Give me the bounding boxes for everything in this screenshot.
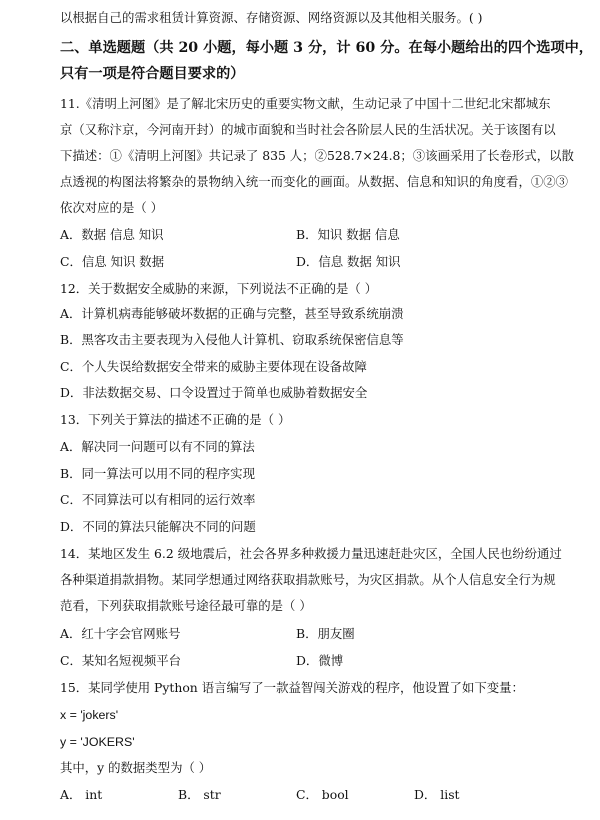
q11-option-c: C．信息 知识 数据: [60, 254, 165, 269]
q15-option-d: D． list: [414, 787, 460, 802]
q14-stem-line: 14．某地区发生 6.2 级地震后，社会各界多种救援力量迅速赶赴灾区，全国人民也纷纷通过: [60, 546, 562, 561]
q11-option-d: D．信息 数据 知识: [296, 254, 401, 269]
intro-line: 以根据自己的需求租赁计算资源、存储资源、网络资源以及其他相关服务。( ): [60, 10, 483, 25]
q15-option-a: A． int: [60, 787, 103, 802]
q12-option-c: C．个人失误给数据安全带来的威胁主要体现在设备故障: [60, 359, 367, 374]
q12-stem: 12．关于数据安全威胁的来源，下列说法不正确的是（ ）: [60, 281, 378, 296]
q11-stem-line: 依次对应的是（ ）: [60, 200, 164, 215]
q14-option-d: D．微博: [296, 653, 344, 668]
q13-stem: 13．下列关于算法的描述不正确的是（ ）: [60, 412, 291, 427]
q11-stem-line: 点透视的构图法将繁杂的景物纳入统一而变化的画面。从数据、信息和知识的角度看，①②③: [60, 174, 569, 189]
q11-option-b: B．知识 数据 信息: [296, 227, 400, 242]
q12-option-d: D．非法数据交易、口令设置过于简单也威胁着数据安全: [60, 385, 368, 400]
q14-option-b: B．朋友圈: [296, 626, 355, 641]
section-heading-line1: 二、单选题题（共 20 小题，每小题 3 分，计 60 分。在每小题给出的四个选项中，: [60, 40, 593, 56]
q11-stem-line: 京（又称汴京，今河南开封）的城市面貌和当时社会各阶层人民的生活状况。关于该图有以: [60, 122, 556, 137]
q15-question: 其中，y 的数据类型为（ ）: [60, 760, 212, 775]
q13-option-d: D．不同的算法只能解决不同的问题: [60, 519, 256, 534]
q12-option-b: B．黑客攻击主要表现为入侵他人计算机、窃取系统保密信息等: [60, 332, 404, 347]
q12-option-a: A．计算机病毒能够破坏数据的正确与完整，甚至导致系统崩溃: [60, 306, 404, 321]
q14-option-a: A．红十字会官网账号: [60, 626, 181, 641]
q14-stem-line: 范看，下列获取捐款账号途径最可靠的是（ ）: [60, 598, 312, 613]
section-heading-line2: 只有一项是符合题目要求的）: [60, 66, 245, 82]
q11-stem-line: 11.《清明上河图》是了解北宋历史的重要实物文献，生动记录了中国十二世纪北宋都城东: [60, 96, 551, 111]
q15-stem: 15．某同学使用 Python 语言编写了一款益智闯关游戏的程序，他设置了如下变量：: [60, 680, 524, 695]
q11-option-a: A．数据 信息 知识: [60, 227, 164, 242]
q13-option-b: B．同一算法可以用不同的程序实现: [60, 466, 255, 481]
q11-stem-line: 下描述：①《清明上河图》共记录了 835 人；②528.7×24.8；③该画采用了长卷形式，以散: [60, 148, 574, 163]
q15-option-c: C． bool: [296, 787, 349, 802]
q13-option-c: C．不同算法可以有相同的运行效率: [60, 492, 256, 507]
q14-option-c: C．某知名短视频平台: [60, 653, 181, 668]
q13-option-a: A．解决同一问题可以有不同的算法: [60, 439, 255, 454]
q15-option-b: B． str: [178, 787, 221, 802]
q15-code-y: y = 'JOKERS': [60, 735, 135, 749]
q14-stem-line: 各种渠道捐款捐物。某同学想通过网络获取捐款账号，为灾区捐款。从个人信息安全行为规: [60, 572, 556, 587]
q15-code-x: x = 'jokers': [60, 708, 119, 722]
